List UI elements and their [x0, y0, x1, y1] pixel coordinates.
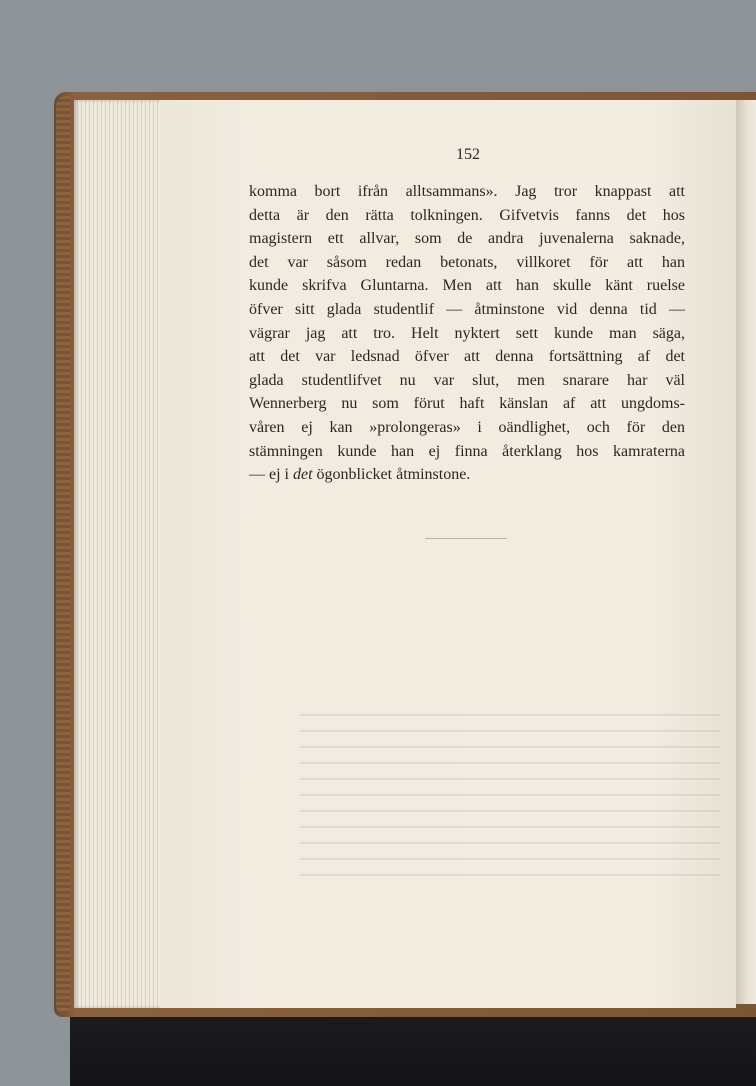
text-line-final: [249, 463, 685, 487]
text-line: magistern ett allvar, som de andra juvenalerna saknade,: [249, 230, 685, 248]
text-line: stämningen kunde han ej finna återklang hos kamraterna: [249, 442, 685, 460]
text-fragment: ögonblicket åtminstone.: [312, 466, 471, 484]
show-through: [300, 700, 720, 880]
text-line: vägrar jag att tro. Helt nyktert sett kunde man säga,: [249, 324, 685, 342]
text-line: det var såsom redan betonats, villkoret för att han: [249, 253, 685, 271]
book-cover-edge: [56, 96, 70, 1012]
text-line: komma bort ifrån alltsammans». Jag tror knappast att: [249, 183, 685, 200]
page-gutter: [736, 100, 756, 1004]
text-fragment: — ej i: [249, 466, 293, 484]
book-shadow: [70, 1005, 756, 1086]
text-line: Wennerberg nu som förut haft känslan af att ungdoms-: [249, 395, 685, 413]
section-rule: [425, 538, 507, 539]
emphasis-text: det: [293, 466, 313, 484]
page-stack-edges: [74, 100, 166, 1008]
text-line: våren ej kan »prolongeras» i oändlighet, och för den: [249, 418, 685, 436]
text-line: kunde skrifva Gluntarna. Men att han skulle känt ruelse: [249, 277, 685, 295]
text-line: detta är den rätta tolkningen. Gifvetvis fanns det hos: [249, 206, 685, 224]
text-line: öfver sitt glada studentlif — åtminstone vid denna tid —: [249, 300, 685, 318]
page-number: 152: [456, 146, 480, 163]
body-text: [249, 180, 685, 487]
text-line: att det var ledsnad öfver att denna fortsättning af det: [249, 348, 685, 366]
text-line: glada studentlifvet nu var slut, men snarare har väl: [249, 371, 685, 389]
